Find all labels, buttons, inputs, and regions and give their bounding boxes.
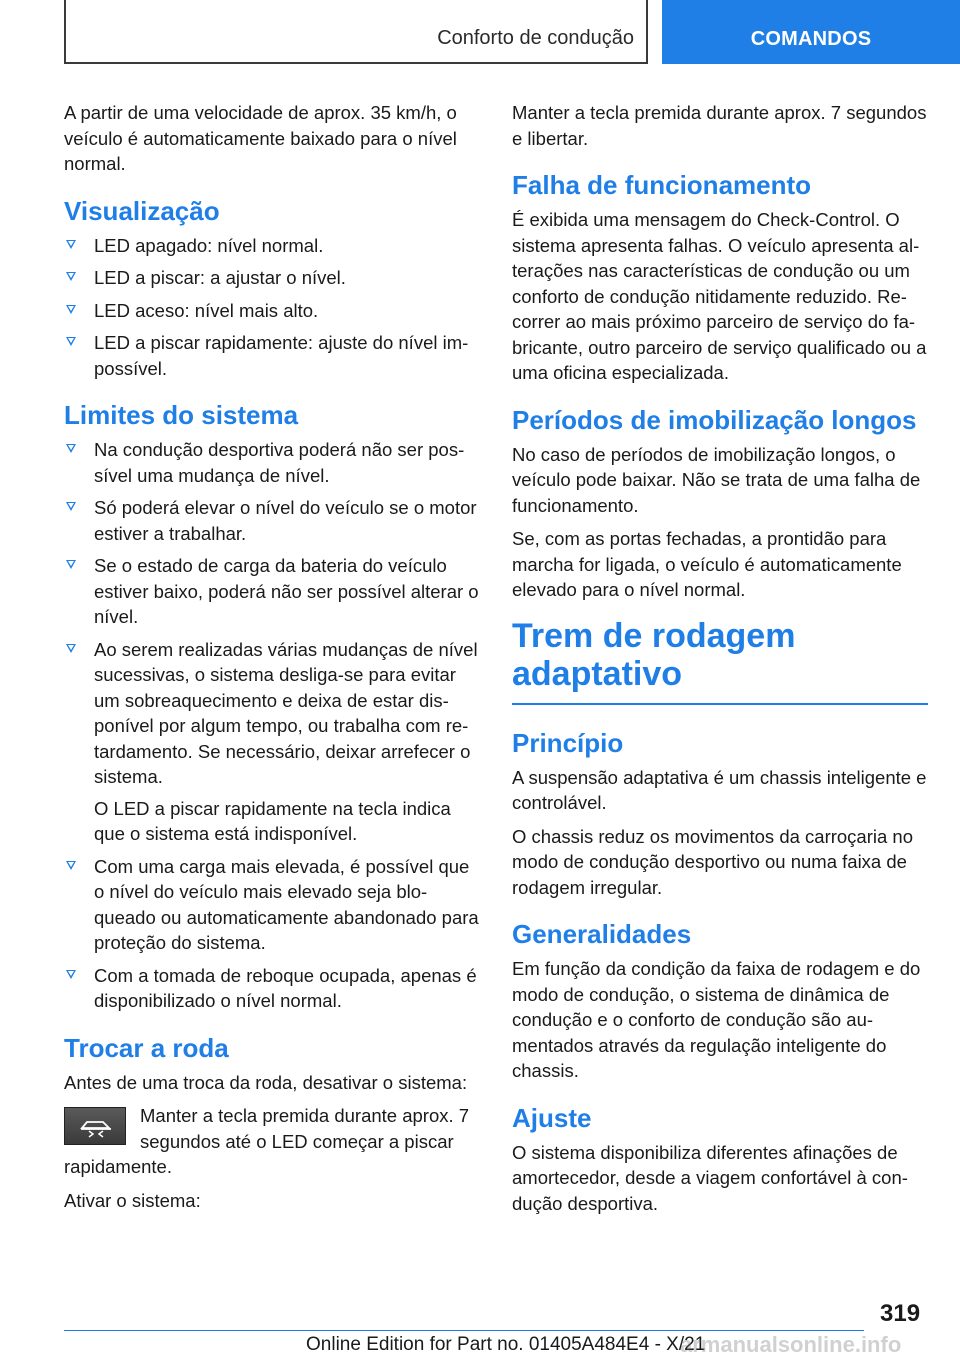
left-column — [64, 100, 482, 1221]
list-item-text: Ao serem realizadas várias mudanças de nível sucessivas, o sistema desliga-se para evitar um sobreaquecimento e deixa de estar disponível por algum tempo, ou trabalha com retardamento. Se necessário, deixar arrefecer o sistema. — [94, 638, 478, 787]
page-number: 319 — [880, 1300, 921, 1327]
triangle-bullet-icon — [66, 861, 76, 870]
ajuste-paragraph: O sistema disponibiliza diferentes afinações de amortecedor, desde a viagem confortável à condução desportiva. — [512, 1141, 908, 1214]
principio-paragraph-1: A suspensão adaptativa é um chassis inteligente e controlável. — [512, 766, 927, 813]
list-item-text: LED apagado: nível normal. — [94, 234, 324, 256]
list-item — [64, 233, 482, 259]
list-item-text: LED a piscar rapidamente: ajuste do nível impossível. — [94, 332, 469, 379]
triangle-bullet-icon — [66, 502, 76, 511]
heading-limites: Limites do sistema — [64, 400, 299, 430]
list-item-note: O LED a piscar rapidamente na tecla indica que o sistema está indisponível. — [94, 797, 451, 844]
triangle-bullet-icon — [66, 444, 76, 453]
header-chapter-title: COMANDOS — [750, 28, 872, 50]
trocar-paragraph: Antes de uma troca da roda, desativar o sistema: — [64, 1071, 468, 1093]
heading-trocar: Trocar a roda — [64, 1032, 229, 1063]
icon-instruction — [64, 1103, 482, 1180]
header-section-box — [64, 0, 648, 64]
heading-falha: Falha de funcionamento — [512, 170, 812, 200]
page-header — [0, 0, 960, 66]
right-intro-paragraph: Manter a tecla premida durante aprox. 7 segundos e libertar. — [512, 102, 927, 149]
heading-principio: Princípio — [512, 727, 624, 758]
list-item — [64, 265, 482, 291]
list-item — [64, 854, 482, 956]
list-item-text: Se o estado de carga da bateria do veículo estiver baixo, poderá não ser possível alterar o nível. — [94, 555, 479, 627]
list-visualizacao — [64, 233, 482, 382]
triangle-bullet-icon — [66, 644, 76, 653]
generalidades-paragraph: Em função da condição da faixa de rodagem e do modo de condução, o sistema de dinâmica de condução e o conforto de condução são aumentados através da regulação inteligente do chassis. — [512, 958, 921, 1081]
list-item-text: Na condução desportiva poderá não ser possível uma mudança de nível. — [94, 439, 465, 486]
list-limites — [64, 437, 482, 1014]
watermark: armanualsonline.info — [680, 1332, 902, 1357]
heading-divider — [512, 703, 928, 705]
triangle-bullet-icon — [66, 337, 76, 346]
list-item-text: Com uma carga mais elevada, é possível que o nível do veículo mais elevado seja bloqueado ou automaticamente abandonado para proteção do sistema. — [94, 855, 479, 953]
heading-visualizacao: Visualização — [64, 195, 220, 226]
triangle-bullet-icon — [66, 305, 76, 314]
list-item-text: Com a tomada de reboque ocupada, apenas é disponibilizado o nível normal. — [94, 964, 477, 1011]
heading-generalidades: Generalidades — [512, 919, 692, 949]
heading-periodos: Períodos de imobilização longos — [512, 404, 917, 435]
principio-paragraph-2: O chassis reduz os movimentos da carroçaria no modo de condução desportivo ou numa faixa de rodagem irregular. — [512, 825, 914, 898]
intro-paragraph: A partir de uma velocidade de aprox. 35 km/h, o veículo é automaticamente baixado para o nível normal. — [64, 102, 457, 174]
list-item — [64, 963, 482, 1014]
list-item — [64, 298, 482, 324]
list-item-text: LED aceso: nível mais alto. — [94, 299, 319, 321]
list-item — [64, 437, 482, 488]
falha-paragraph: É exibida uma mensagem do Check-Control. O sistema apresenta falhas. O veículo apresenta alterações nas características de condução ou um conforto de condução nitidamente reduzido. Recorrer ao mais próximo parceiro de serviço do fabricante, outro parceiro de serviço qualificado ou a uma oficina especializada. — [512, 209, 927, 383]
icon-instruction-text: Manter a tecla premida durante aprox. 7 segundos até o LED começar a piscar rapidamente. — [64, 1105, 470, 1177]
list-item — [64, 553, 482, 630]
triangle-bullet-icon — [66, 272, 76, 281]
list-item — [64, 495, 482, 546]
periodos-paragraph-1: No caso de períodos de imobilização longos, o veículo pode baixar. Não se trata de uma falha de funcionamento. — [512, 443, 921, 516]
footer-divider — [64, 1330, 864, 1331]
periodos-paragraph-2: Se, com as portas fechadas, a prontidão para marcha for ligada, o veículo é automaticamente elevado para o nível normal. — [512, 528, 902, 600]
list-item-text: LED a piscar: a ajustar o nível. — [94, 267, 346, 288]
header-section-title: Conforto de condução — [437, 27, 634, 49]
triangle-bullet-icon — [66, 240, 76, 249]
list-item-text: Só poderá elevar o nível do veículo se o motor estiver a trabalhar. — [94, 497, 477, 544]
right-column — [512, 100, 928, 1224]
triangle-bullet-icon — [66, 560, 76, 569]
ativar-paragraph: Ativar o sistema: — [64, 1189, 201, 1211]
car-level-icon — [64, 1107, 126, 1145]
triangle-bullet-icon — [66, 970, 76, 979]
footer-edition: Online Edition for Part no. 01405A484E4 - X/21 — [306, 1334, 706, 1355]
list-item — [64, 330, 482, 381]
heading-ajuste: Ajuste — [512, 1102, 592, 1133]
heading-trem: Trem de rodagem adaptativo — [512, 616, 796, 693]
header-chapter-tab — [662, 0, 960, 64]
list-item — [64, 637, 482, 847]
